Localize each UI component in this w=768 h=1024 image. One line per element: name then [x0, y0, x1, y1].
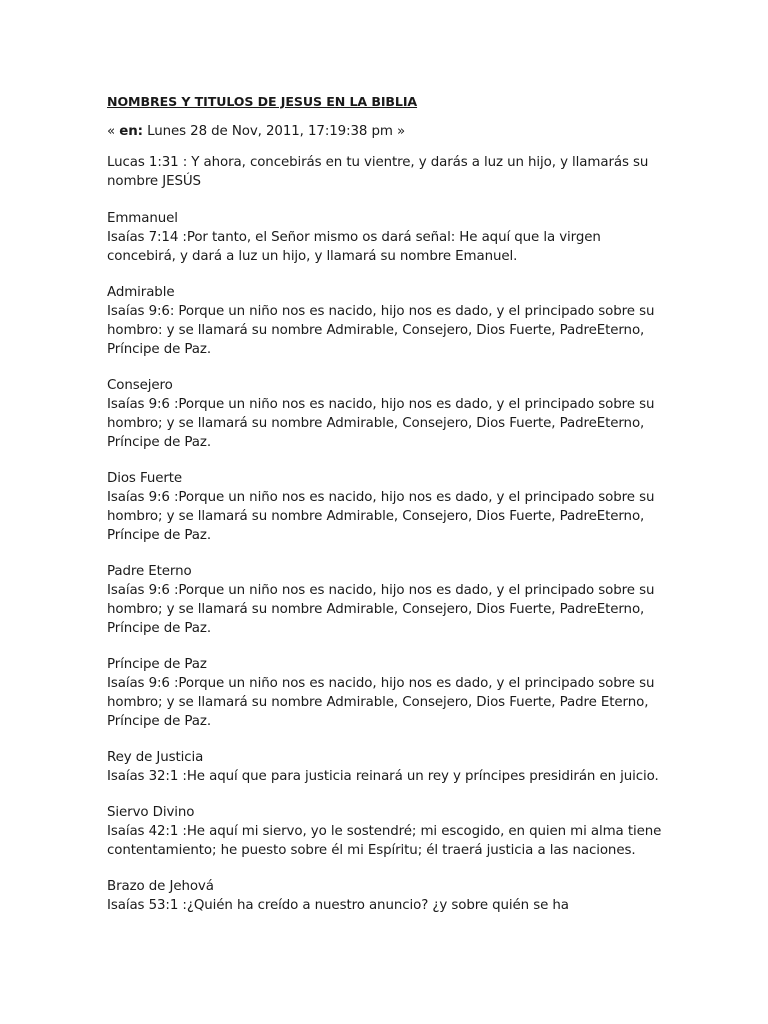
entry-verse: Isaías 7:14 :Por tanto, el Señor mismo os dará señal: He aquí que la virgen concebirá, y dará a luz un hijo, y llamará su nombre Emanuel. — [107, 230, 601, 264]
entry-verse: Isaías 42:1 :He aquí mi siervo, yo le sostendré; mi escogido, en quien mi alma tiene contentamiento; he puesto sobre él mi Espíritu; él traerá justicia a las naciones. — [107, 824, 662, 858]
entry-verse: Isaías 53:1 :¿Quién ha creído a nuestro anuncio? ¿y sobre quién se ha — [107, 898, 569, 913]
document-title: NOMBRES Y TITULOS DE JESUS EN LA BIBLIA — [107, 94, 418, 109]
post-meta — [107, 122, 667, 141]
meta-open: « — [107, 124, 120, 139]
entry-consejero — [107, 376, 667, 452]
entry-admirable — [107, 283, 667, 359]
intro-verse: Lucas 1:31 : Y ahora, concebirás en tu vientre, y darás a luz un hijo, y llamarás su nombre JESÚS — [107, 155, 649, 189]
entry-name: Admirable — [107, 285, 175, 300]
entry-name: Brazo de Jehová — [107, 879, 214, 894]
entry-padre-eterno — [107, 562, 667, 638]
entry-name: Padre Eterno — [107, 564, 192, 579]
entry-verse: Isaías 9:6 :Porque un niño nos es nacido, hijo nos es dado, y el principado sobre su hombro; y se llamará su nombre Admirable, Consejero, Dios Fuerte, Padre Eterno, Príncipe de Paz. — [107, 676, 655, 729]
entry-brazo-de-jehova — [107, 877, 667, 915]
entry-name: Príncipe de Paz — [107, 657, 207, 672]
entry-verse: Isaías 32:1 :He aquí que para justicia reinará un rey y príncipes presidirán en juicio. — [107, 769, 659, 784]
entry-verse: Isaías 9:6 :Porque un niño nos es nacido, hijo nos es dado, y el principado sobre su hombro; y se llamará su nombre Admirable, Consejero, Dios Fuerte, PadreEterno, Príncipe de Paz. — [107, 490, 655, 543]
entry-verse: Isaías 9:6 :Porque un niño nos es nacido, hijo nos es dado, y el principado sobre su hombro; y se llamará su nombre Admirable, Consejero, Dios Fuerte, PadreEterno, Príncipe de Paz. — [107, 397, 655, 450]
entry-name: Rey de Justicia — [107, 750, 204, 765]
entry-rey-de-justicia — [107, 748, 667, 786]
meta-date: Lunes 28 de Nov, 2011, 17:19:38 pm » — [142, 124, 406, 139]
entry-name: Consejero — [107, 378, 173, 393]
entry-emmanuel — [107, 209, 667, 266]
entry-name: Siervo Divino — [107, 805, 195, 820]
entry-verse: Isaías 9:6 :Porque un niño nos es nacido, hijo nos es dado, y el principado sobre su hombro; y se llamará su nombre Admirable, Consejero, Dios Fuerte, PadreEterno, Príncipe de Paz. — [107, 583, 655, 636]
entry-principe-de-paz — [107, 655, 667, 731]
entry-name: Emmanuel — [107, 211, 178, 226]
document-page — [107, 92, 667, 932]
entry-name: Dios Fuerte — [107, 471, 183, 486]
entry-dios-fuerte — [107, 469, 667, 545]
meta-label: en: — [119, 124, 143, 139]
entry-siervo-divino — [107, 803, 667, 860]
entry-verse: Isaías 9:6: Porque un niño nos es nacido, hijo nos es dado, y el principado sobre su hombro: y se llamará su nombre Admirable, Consejero, Dios Fuerte, PadreEterno, Príncipe de Paz. — [107, 304, 655, 357]
